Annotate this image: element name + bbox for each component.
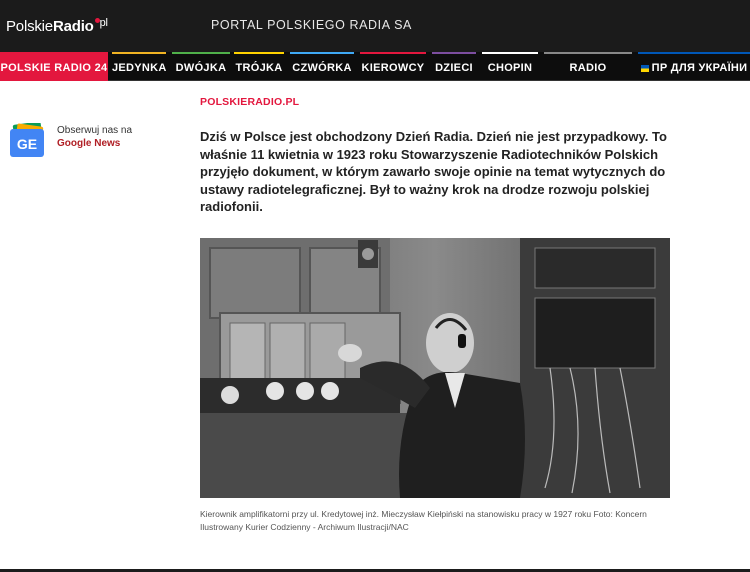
radio-engineer-photo: [200, 238, 670, 498]
nav-item-label: ПР ДЛЯ УКРАЇНИ: [651, 62, 748, 74]
polskieradio-logo[interactable]: [6, 18, 108, 35]
svg-text:GE: GE: [16, 136, 38, 152]
portal-title: PORTAL POLSKIEGO RADIA SA: [211, 18, 412, 32]
nav-item-radio-poland[interactable]: RADIO POLAND: [544, 52, 632, 81]
nav-item-kierowcy[interactable]: KIEROWCY: [360, 52, 426, 81]
logo-dot-icon: [95, 18, 100, 23]
google-news-icon: [6, 123, 48, 159]
nav-item-polskie-radio-24[interactable]: POLSKIE RADIO 24: [0, 52, 108, 81]
google-news-label: Obserwuj nas na: [57, 125, 133, 136]
nav-item-chopin[interactable]: CHOPIN: [482, 52, 538, 81]
article-lead: Dziś w Polsce jest obchodzony Dzień Radia. Dzień nie jest przypadkowy. To właśnie 11 kwietnia w 1923 roku Stowarzyszenie Radiotechników Polskich przyjęło dokument, w którym zawarło swoje opinie na temat wytycznych do ustawy radiotelegraficznej. Był to ważny krok na drodze rozwoju polskiej radiofonii.: [200, 129, 667, 215]
nav-item-czworka[interactable]: CZWÓRKA: [290, 52, 354, 81]
nav-item-jedynka[interactable]: JEDYNKA: [112, 52, 166, 81]
photo-caption: Kierownik amplifikatorni przy ul. Kredytowej inż. Mieczysław Kiełpiński na stanowisku pracy w 1927 roku Foto: Koncern Ilustrowany Kurier Codzienny - Archiwum Ilustracji/NAC: [200, 509, 647, 532]
nav-item-pr-dla-ukrainy[interactable]: [638, 52, 750, 81]
google-news-link-text: Google News: [57, 138, 121, 149]
article-source[interactable]: POLSKIERADIO.PL: [200, 96, 300, 108]
nav-item-dwojka[interactable]: DWÓJKA: [172, 52, 230, 81]
top-header: [0, 0, 750, 52]
article-photo: [200, 238, 670, 498]
logo-text-part1: Polskie: [6, 18, 53, 35]
nav-item-dzieci[interactable]: DZIECI: [432, 52, 476, 81]
ukraine-flag-icon: [641, 65, 649, 72]
logo-suffix: pl: [99, 17, 108, 29]
nav-item-trojka[interactable]: TRÓJKA: [234, 52, 284, 81]
logo-text-part2: Radio: [52, 18, 94, 35]
google-news-follow[interactable]: [6, 123, 156, 163]
